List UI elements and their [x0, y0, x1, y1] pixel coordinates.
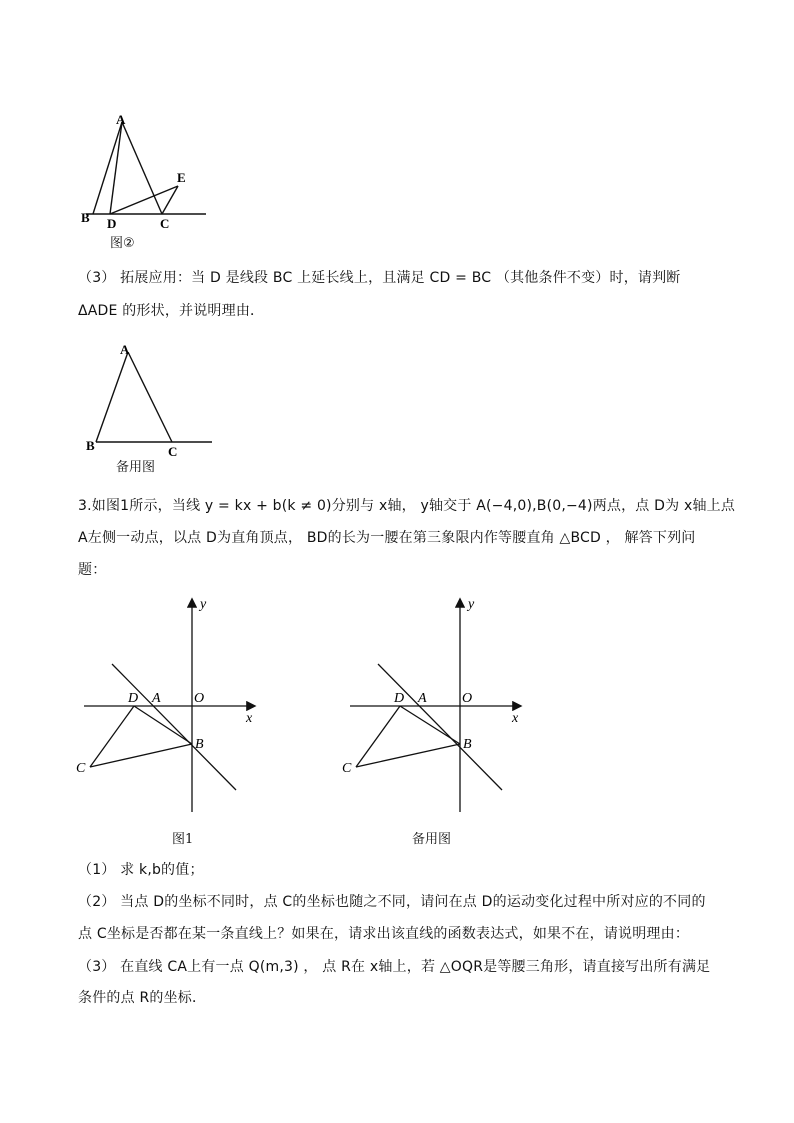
fig2-label-c: C [160, 216, 170, 231]
fig2-label-e: E [177, 170, 186, 185]
figure-backup-2-caption: 备用图 [412, 832, 452, 847]
figure-backup-1-diagram [84, 338, 224, 459]
backup2-label-b: B [463, 737, 472, 752]
fig1-label-d: D [128, 691, 139, 706]
fig2-label-a: A [116, 112, 126, 127]
backup1-label-a: A [120, 342, 130, 357]
figure-1-diagram [74, 592, 274, 822]
figure-backup-2 [342, 592, 542, 847]
backup2-label-d: D [394, 691, 405, 706]
figure-backup-1 [84, 338, 224, 475]
question-3-line1: （3） 在直线 CA上有一点 Q(m,3) ， 点 R在 x轴上，若 △OQR是等腰三角形，请直接写出所有满足 [78, 959, 711, 975]
backup1-label-b: B [86, 438, 95, 453]
question-3-line2: 条件的点 R的坐标． [78, 990, 207, 1006]
figure-2 [76, 108, 216, 251]
part3-line2: ΔADE 的形状，并说明理由． [78, 303, 265, 319]
problem3-line2: A左侧一动点，以点 D为直角顶点， BD的长为一腰在第三象限内作等腰直角 △BCD ， 解答下列问 [78, 530, 696, 546]
figure-2-diagram [76, 108, 216, 248]
figure-1 [74, 592, 274, 847]
backup2-label-y: y [468, 597, 475, 612]
problem3-line1: 3.如图1所示，当线 y = kx + b(k ≠ 0)分别与 x轴， y轴交于 A(−4,0),B(0,−4)两点，点 D为 x轴上点 [78, 498, 736, 514]
fig2-label-d: D [107, 216, 117, 231]
question-2-line2: 点 C坐标是否都在某一条直线上？如果在，请求出该直线的函数表达式，如果不在，请说明理由： [78, 926, 690, 942]
fig1-label-y: y [200, 597, 207, 612]
backup1-label-c: C [168, 444, 178, 459]
backup2-label-x: x [512, 711, 519, 726]
fig1-label-o: O [194, 691, 205, 706]
fig1-label-x: x [246, 711, 253, 726]
problem3-line3: 题： [78, 562, 107, 578]
backup2-label-c: C [342, 761, 352, 776]
figure-backup-2-diagram [342, 592, 542, 822]
fig1-label-b: B [195, 737, 204, 752]
question-1: （1） 求 k,b的值； [78, 862, 204, 878]
backup2-label-a: A [418, 691, 427, 706]
fig1-label-a: A [152, 691, 161, 706]
fig1-label-c: C [76, 761, 86, 776]
figure-backup-1-caption: 备用图 [116, 460, 156, 475]
part3-line1: （3） 拓展应用：当 D 是线段 BC 上延长线上，且满足 CD = BC （其他条件不变）时，请判断 [78, 270, 681, 286]
figure-1-caption: 图1 [172, 832, 194, 847]
figure-2-caption: 图② [110, 236, 135, 251]
question-2-line1: （2） 当点 D的坐标不同时，点 C的坐标也随之不同，请问在点 D的运动变化过程中所对应的不同的 [78, 894, 706, 910]
backup2-label-o: O [462, 691, 473, 706]
fig2-label-b: B [81, 210, 90, 225]
